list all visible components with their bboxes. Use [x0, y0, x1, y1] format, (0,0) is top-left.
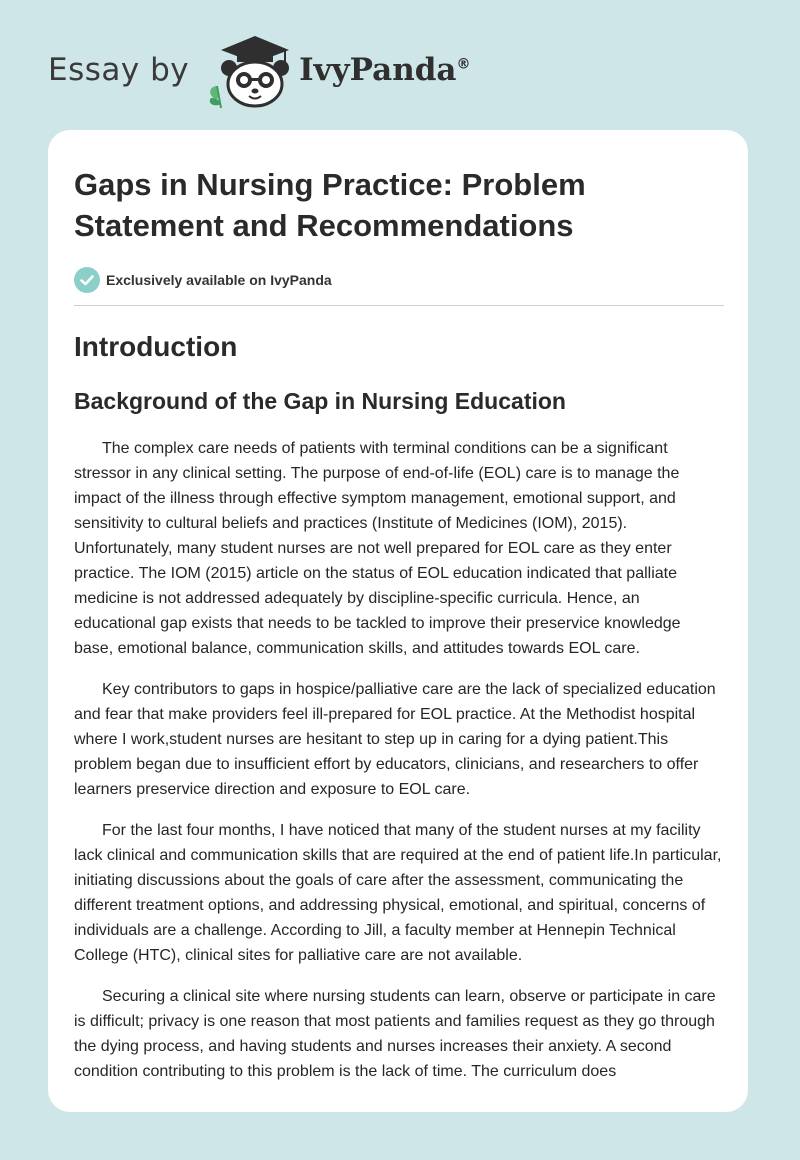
section-heading: Introduction: [74, 331, 238, 362]
brand-name-text: IvyPanda: [299, 52, 457, 88]
paragraph: Securing a clinical site where nursing students can learn, observe or participate in care is difficult; privacy is one reason that most patients and families request as they go through the dying process, and having students and nurses increases their anxiety. A second condition contributing to this problem is the lack of time. The curriculum does: [74, 988, 716, 1080]
check-circle-icon: [74, 267, 100, 293]
site-header: [48, 30, 471, 110]
subsection-heading: Background of the Gap in Nursing Education: [74, 388, 566, 414]
paragraph: For the last four months, I have noticed that many of the student nurses at my facility lack clinical and communication skills that are required at the end of patient life.In particular, initiating discussions about the goals of care after the assessment, communicating the different treatment options, and addressing physical, emotional, and spiritual, concerns of individuals are a challenge. According to Jill, a faculty member at Hennepin Technical College (HTC), clinical sites for palliative care are not available.: [74, 822, 722, 964]
panda-logo-icon[interactable]: [203, 30, 295, 110]
registered-mark: ®: [456, 56, 471, 73]
essay-by-label: Essay by: [48, 52, 190, 88]
paragraph: The complex care needs of patients with terminal conditions can be a significant stressor in any clinical setting. The purpose of end-of-life (EOL) care is to manage the impact of the illness through effective symptom management, emotional support, and sensitivity to cultural beliefs and practices (Institute of Medicines (IOM), 2015). Unfortunately, many student nurses are not well prepared for EOL care as they enter practice. The IOM (2015) article on the status of EOL education indicated that palliate medicine is not addressed adequately by discipline-specific curricula. Hence, an educational gap exists that needs to be tackled to improve their preservice knowledge base, emotional balance, communication skills, and attitudes towards EOL care.: [74, 440, 681, 657]
paragraph: Key contributors to gaps in hospice/palliative care are the lack of specialized education and fear that make providers feel ill-prepared for EOL practice. At the Methodist hospital where I work,student nurses are hesitant to step up in caring for a dying patient.This problem began due to insufficient effort by educators, clinicians, and researchers to offer learners preservice direction and exposure to EOL care.: [74, 681, 716, 798]
exclusive-label: Exclusively available on IvyPanda: [106, 272, 332, 288]
essay-card: [48, 130, 748, 1112]
brand-name[interactable]: [299, 52, 470, 88]
essay-title: Gaps in Nursing Practice: Problem Statement and Recommendations: [74, 167, 586, 243]
exclusive-badge: [74, 266, 724, 294]
essay-content: [74, 130, 724, 1084]
divider: [74, 305, 724, 306]
